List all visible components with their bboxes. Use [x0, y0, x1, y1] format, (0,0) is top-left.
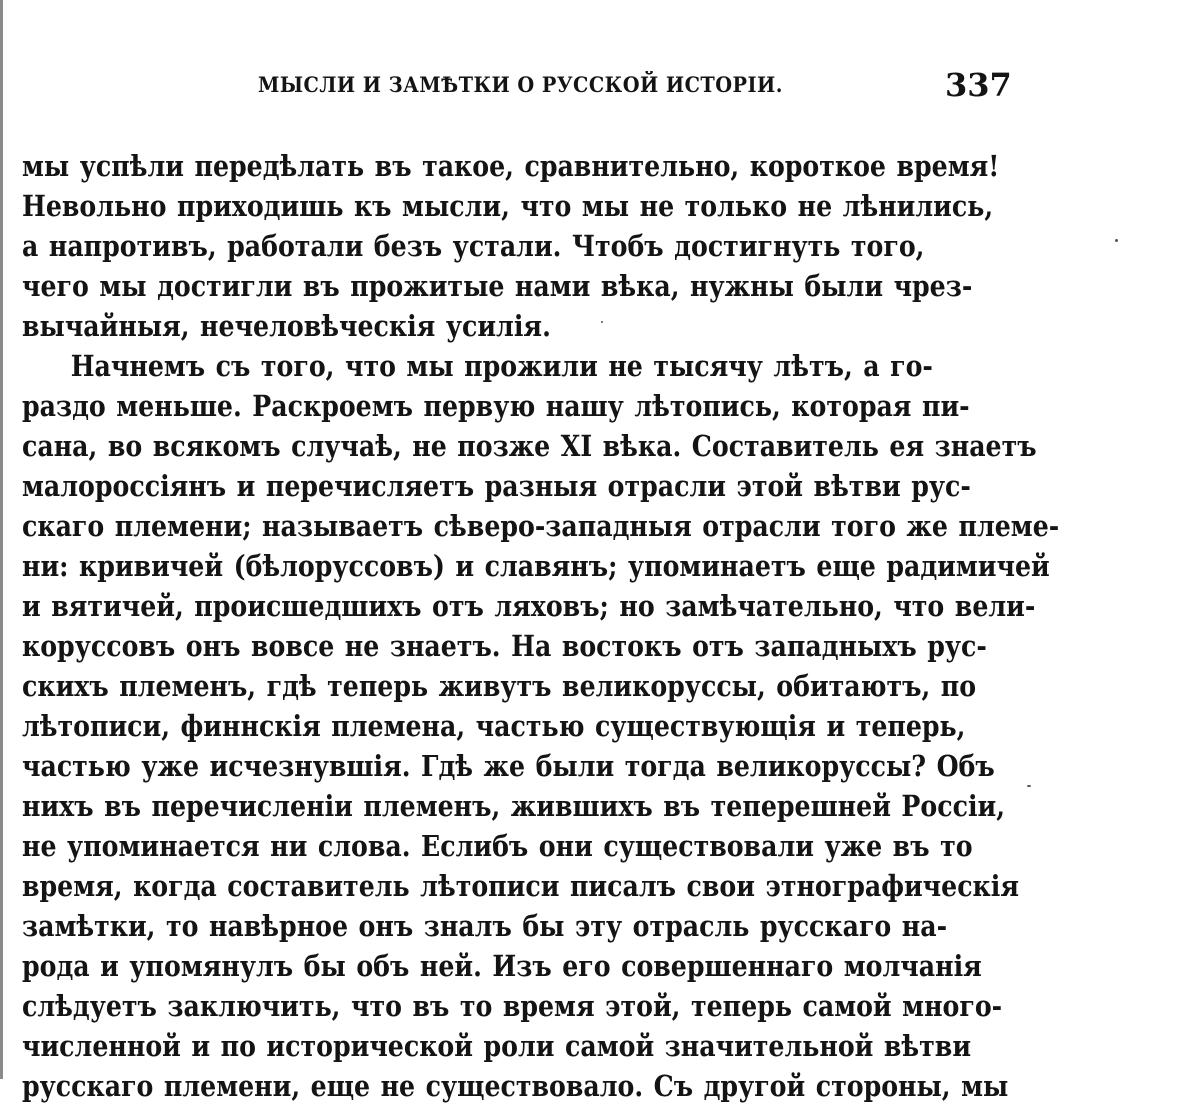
- text-line: скаго племени; называетъ сѣверо-западныя отрасли того же племе-: [22, 509, 1060, 543]
- text-line: время, когда составитель лѣтописи писалъ свои этнографическiя: [22, 869, 1020, 903]
- text-line: и вятичей, происшедшихъ отъ ляховъ; но замѣчательно, что вели-: [22, 589, 1036, 623]
- text-line: скихъ племенъ, гдѣ теперь живутъ великоруссы, обитаютъ, по: [22, 669, 977, 703]
- paragraph-1: [22, 146, 1010, 346]
- text-line: слѣдуетъ заключить, что въ то время этой, теперь самой много-: [22, 989, 1003, 1023]
- page-edge-rule: [0, 0, 3, 1079]
- text-line: чего мы достигли въ прожитые нами вѣка, нужны были чрез-: [22, 269, 973, 303]
- text-line: ни: кривичей (бѣлоруссовъ) и славянъ; упоминаетъ еще радимичей: [22, 549, 1050, 583]
- print-speck: [1027, 785, 1031, 787]
- running-title: МЫСЛИ И ЗАМѢТКИ О РУССКОЙ ИСТОРIИ.: [258, 72, 783, 97]
- text-line: а напротивъ, работали безъ устали. Чтобъ достигнуть того,: [22, 229, 925, 263]
- print-speck: [1115, 239, 1118, 242]
- text-line: Начнемъ съ того, что мы прожили не тысячу лѣтъ, а го-: [70, 349, 933, 383]
- text-line: русскаго племени, еще не существовало. Съ другой стороны, мы: [22, 1069, 1009, 1103]
- text-line: лѣтописи, финнскiя племена, частью существующiя и теперь,: [22, 709, 966, 743]
- text-line: малороссiянъ и перечисляетъ разныя отрасли этой вѣтви рус-: [22, 469, 971, 503]
- text-line: замѣтки, то навѣрное онъ зналъ бы эту отрасль русскаго на-: [22, 909, 948, 943]
- text-line: коруссовъ онъ вовсе не знаетъ. На востокъ отъ западныхъ рус-: [22, 629, 987, 663]
- print-speck: [601, 321, 603, 323]
- paragraph-2: [22, 346, 1060, 1106]
- page-number: 337: [945, 66, 1012, 104]
- text-line: нихъ въ перечисленiи племенъ, жившихъ въ теперешней Россiи,: [22, 789, 1006, 823]
- text-line: частью уже исчезнувшiя. Гдѣ же были тогда великоруссы? Объ: [22, 749, 995, 783]
- text-line: вычайныя, нечеловѣческiя усилiя.: [22, 309, 551, 343]
- text-line: раздо меньше. Раскроемъ первую нашу лѣтопись, которая пи-: [22, 389, 970, 423]
- text-line: рода и упомянулъ бы объ ней. Изъ его совершеннаго молчанiя: [22, 949, 982, 983]
- text-line: не упоминается ни слова. Еслибъ они существовали уже въ то: [22, 829, 973, 863]
- text-line: численной и по исторической роли самой значительной вѣтви: [22, 1029, 972, 1063]
- text-line: мы успѣли передѣлать въ такое, сравнительно, короткое время!: [22, 149, 1000, 183]
- text-line: сана, во всякомъ случаѣ, не позже XI вѣка. Составитель ея знаетъ: [22, 429, 1037, 463]
- body-text: [22, 146, 1060, 1106]
- text-line: Невольно приходишь къ мысли, что мы не только не лѣнились,: [22, 189, 994, 223]
